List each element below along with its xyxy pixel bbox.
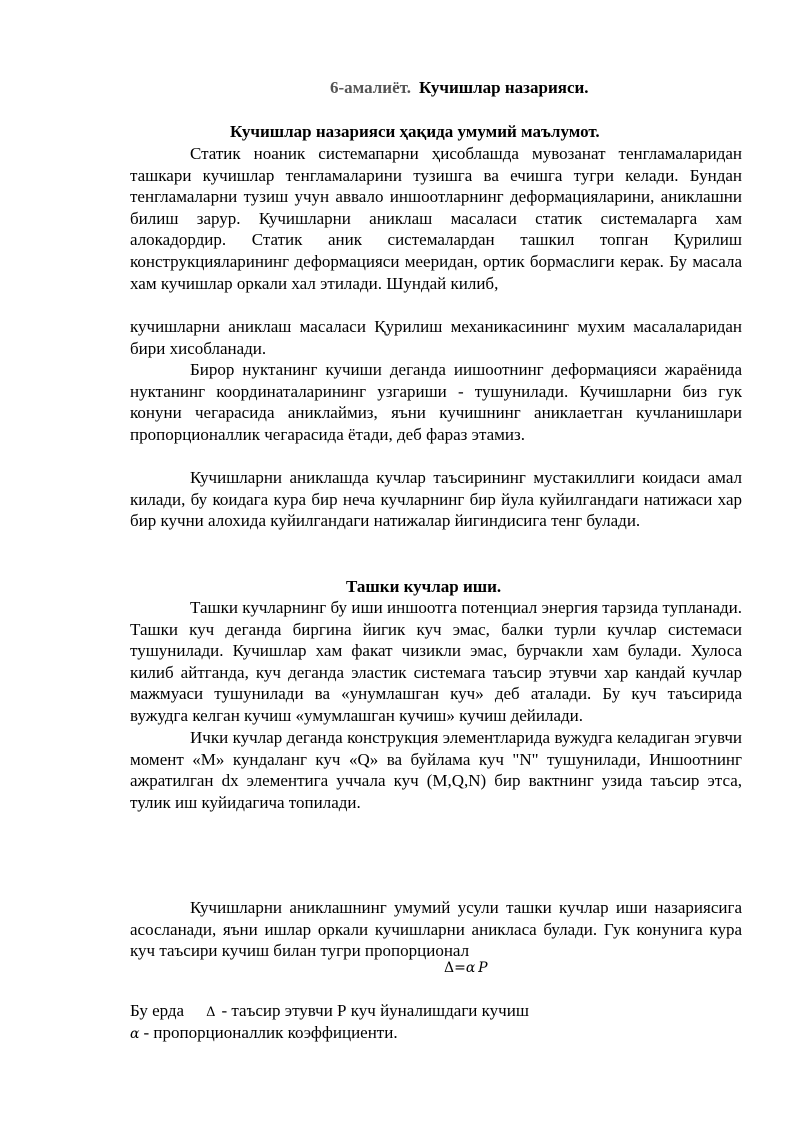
note-line-2 xyxy=(130,1023,398,1043)
formula-delta: Δ xyxy=(444,960,455,976)
section2-paragraph-2: Ички кучлар деганда конструкция элементларида вужудга келадиган эгувчи момент «М» кундаланг куч «Q» ва буйлама куч "N" тушунилади, Иншоотнинг ажратилган dx элементига уччала куч (M,Q,N) бир вактнинг узида таъсир этса, тулик иш куйидагича топилади. xyxy=(130,728,742,812)
section1-paragraph-2: кучишларни аниклаш масаласи Қурилиш механикасининг мухим масалаларидан бири хисобланади. xyxy=(130,317,742,358)
section2-paragraph-1: Ташки кучларнинг бу иши иншоотга потенциал энергия тарзида тупланади. Ташки куч деганда биргина йигик куч эмас, балки турли кучлар системаси тушунилади. Кучишлар хам факат чизикли эмас, бурчакли хам булади. Хулоса килиб айтганда, куч деганда эластик системага таъсир этувчи хар кандай кучлар мажмуаси тушунилади ва «унумлашган куч» деб аталади. Бу куч таъсирида вужудга келган кучиш «умумлашган кучиш» кучиш дейилади. xyxy=(130,598,742,725)
note-prefix: Бу ерда xyxy=(130,1001,185,1020)
note-alpha-symbol: α xyxy=(130,1026,140,1042)
note-line-1 xyxy=(130,1001,529,1021)
section2-paragraph-3: Кучишларни аниклашнинг умумий усули ташки кучлар иши назариясига асосланади, яъни ишлар оркали кучишларни аниклаcа булади. Гук конунига кура куч таъсири кучиш билан тугри пропорционал xyxy=(130,898,742,961)
note-line1-text: - таъсир этувчи Р куч йуналишдаги кучиш xyxy=(221,1001,529,1020)
note-line2-text: - пропорционаллик коэффициенти. xyxy=(143,1023,398,1042)
page-title xyxy=(330,78,589,98)
formula-equals: = xyxy=(454,960,466,976)
formula-alpha: α xyxy=(465,960,476,976)
section2-heading: Ташки кучлар иши. xyxy=(346,577,502,596)
section1-paragraph-1: Статик ноаник системапарни ҳисоблашда мувозанат тенгламаларидан ташкари кучишлар тенгламаларини тузишга ва ечишга тугри келади. Бундан тенгламаларни тузиш учун аввало иншоотларнинг деформацияларини, аниклашни билиш зарур. Кучишларни аниклаш масаласи статик системаларга хам алокадордир. Статик аник системалардан ташкил топган Қурилиш конструкцияларининг деформацияси мееридан, ортик бормаслиги керак. Бу масала хам кучишлар оркали хал этилади. Шундай килиб, xyxy=(130,144,742,293)
title-text: Кучишлар назарияси. xyxy=(418,78,589,97)
note-delta-symbol: Δ xyxy=(206,1005,216,1020)
section1-heading: Кучишлар назарияси ҳақида умумий маълумот. xyxy=(230,122,600,141)
formula xyxy=(444,960,488,976)
section1-paragraph-4: Кучишларни аниклашда кучлар таъсирининг мустакиллиги коидаси амал килади, бу коидага кура бир неча кучларнинг бир йула куйилгандаги натижаси хар бир кучни алохида куйилгандаги натижалар йигиндисига тенг булади. xyxy=(130,468,742,531)
formula-p: P xyxy=(478,960,488,976)
section1-paragraph-3: Бирор нуктанинг кучиши деганда иишоотнинг деформацияси жараёнида нуктанинг координаталарининг узгариши - тушунилади. Кучишларни биз гук конуни чегарасида аниклаймиз, яъни кучишнинг аниклаетган кучланишлари пропорционаллик чегарасида ётади, деб фараз этамиз. xyxy=(130,360,742,444)
title-number: 6-амалиёт. xyxy=(330,78,411,97)
